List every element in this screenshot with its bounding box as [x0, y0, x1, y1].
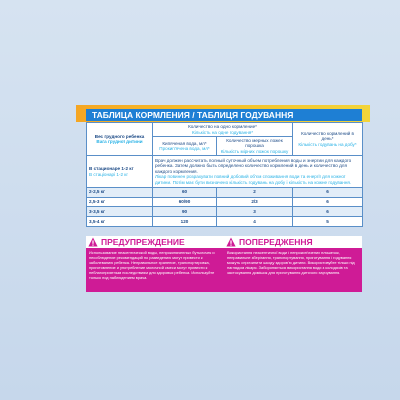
weight-column-header: Вес грудного ребенка Вага грудної дитини	[87, 123, 153, 156]
warning-title-ua: ПОПЕРЕДЖЕННЯ	[224, 236, 362, 248]
table-row	[87, 217, 363, 227]
table-row	[87, 207, 363, 217]
row-feeds: 5	[293, 217, 363, 227]
water-column-header: Кипяченая вода, мл* Прокип'ячена вода, мл*	[153, 137, 217, 156]
feeding-table	[86, 122, 363, 227]
row-water: 60/90	[153, 197, 217, 207]
inpatient-row	[87, 156, 363, 187]
warning-triangle-icon	[88, 237, 98, 247]
warning-panel-ua	[224, 236, 362, 292]
warning-text-ru: Использование неасептической воды, непрокипяченных бутылочек и несоблюдение рекомендаций по разведению могут привести к заболеванию ребенка. Неправильное хранение, транспортировка, приготовление и употребление молочной смеси могут привести к неблагоприятным последствиям для здоровья ребенка. Используйте только под наблюдением врача.	[89, 250, 215, 281]
feeds-per-day-column-header: Количество кормлений в день* Кількість годувань на добу*	[293, 123, 363, 156]
row-feeds: 6	[293, 197, 363, 207]
row-spoons: 2/3	[217, 197, 293, 207]
row-weight: 3-3,5 кг	[87, 207, 153, 217]
row-spoons: 4	[217, 217, 293, 227]
inpatient-note: Врач должен рассчитать полный суточный объем потребления воды и энергии для каждого ребенка. Затем должно быть определено количество кормлений в день и количество для каждого кормления. Лікар повинен розрахувати повний добовий об'єм споживання води та енергії для кожної дитини. Потім має бути визначено кількість годувань на добу і кількість на кожне годування.	[153, 156, 363, 187]
row-weight: 2,5-3 кг	[87, 197, 153, 207]
warning-text-ua: Використання неасептичної води і непрокип'ячених пляшечок, неправильне зберігання, транспортування, приготування і годування можуть спричинити шкоду здоров'ю дитини. Використовуйте тільки під наглядом лікаря. Забороняється використання води з колодязів та застосування домішок для приготування дитячого харчування.	[227, 250, 355, 276]
row-weight: 3,5-4 кг	[87, 217, 153, 227]
row-water: 60	[153, 187, 217, 197]
per-feed-column-header: Количество на одно кормление* Кількість на одне годування*	[153, 123, 293, 137]
warning-triangle-icon	[226, 237, 236, 247]
row-spoons: 2	[217, 187, 293, 197]
table-row	[87, 197, 363, 207]
row-water: 120	[153, 217, 217, 227]
warning-title-ru: ПРЕДУПРЕЖДЕНИЕ	[86, 236, 224, 248]
feeding-table-title: ТАБЛИЦА КОРМЛЕНИЯ / ТАБЛИЦЯ ГОДУВАННЯ	[86, 109, 362, 121]
spoons-column-header: Количество мерных ложек порошка Кількість мірних ложок порошку	[217, 137, 293, 156]
row-feeds: 6	[293, 187, 363, 197]
inpatient-label: В стационаре 1-2 кг В стаціонарі 1-2 кг	[87, 156, 153, 187]
table-header-row	[87, 123, 363, 137]
table-row	[87, 187, 363, 197]
warning-panel-ru	[86, 236, 224, 292]
row-feeds: 6	[293, 207, 363, 217]
row-spoons: 3	[217, 207, 293, 217]
row-water: 90	[153, 207, 217, 217]
row-weight: 2-2,5 кг	[87, 187, 153, 197]
